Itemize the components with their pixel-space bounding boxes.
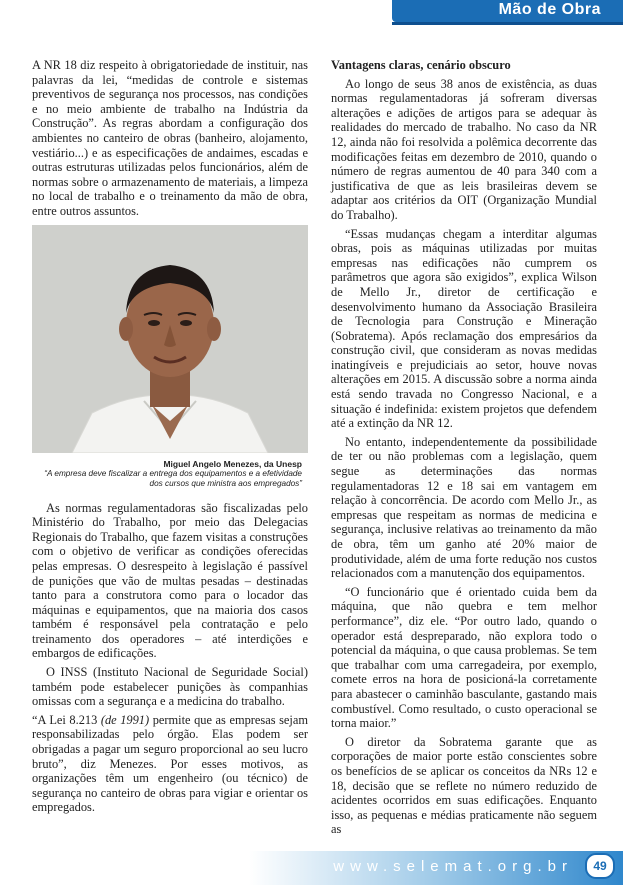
photo-caption-quote: “A empresa deve fiscalizar a entrega dos equipamentos e a efetividade dos cursos que ministra aos empregados” xyxy=(44,468,302,488)
footer-bar xyxy=(0,851,623,885)
portrait-illustration xyxy=(32,225,308,453)
photo-block xyxy=(32,225,308,489)
paragraph: “O funcionário que é orientado cuida bem da máquina, que não quebra e tem melhor performance”, diz ele. “Por outro lado, quando o operador está despreparado, não explora todo o potencial da máquina, o que causa problemas. Se tem que trabalhar com uma carregadeira, por exemplo, comete erros na hora de posicioná-la corretamente para abastecer o caminhão basculante, gastando mais combustível. Como resultado, o custo operacional se torna maior.” xyxy=(331,584,597,731)
section-title: Mão de Obra xyxy=(498,1,601,18)
paragraph: No entanto, independentemente da possibilidade de ter ou não problemas com a legislação, quem segue as determinações das normas regulamentadoras 12 e 18 sai em vantagem em relação à concorrência. De acordo com Mello Jr., as empresas que respeitam as normas de medicina e segurança, inclusive relativas ao treinamento da mão de obra, têm um ganho até 20% maior de produtividade, além de uma forte redução nos custos relacionados com a manutenção dos equipamentos. xyxy=(331,434,597,581)
text-run: permite que as empresas sejam responsabilizadas pelo órgão. Elas podem ser obrigadas a pagar um seguro proporcional ao seu lucro bruto”, diz Menezes. Por esses motivos, as organizações têm um engenheiro (ou técnico) de segurança no canteiro de obras para vigiar e orientar os empregados. xyxy=(32,712,309,815)
paragraph: O INSS (Instituto Nacional de Seguridade Social) também pode estabelecer punições às companhias omissas com a segurança e a medicina do trabalho. xyxy=(32,665,308,709)
portrait-photo xyxy=(32,225,308,453)
paragraph: O diretor da Sobratema garante que as corporações de maior porte estão conscientes sobre os benefícios de se aplicar os conceitos da NRs 12 e 18, decisão que se reflete no número reduzido de acidentes ocorridos em suas edificações. Enquanto isso, as pequenas e médias praticamente não seguem as xyxy=(331,734,597,837)
paragraph: A NR 18 diz respeito à obrigatoriedade de instituir, nas palavras da lei, “medidas de controle e sistemas preventivos de segurança nos processos, nas condições e no meio ambiente de trabalho na Indústria da Construção”. As regras abordam a configuração dos ambientes no canteiro de obras (banheiro, alojamento, vestiário...) e as especificações de andaimes, escadas e outras estruturas utilizadas pelos funcionários, além de normas sobre o armazenamento de materiais, a limpeza no local de trabalho e o treinamento da mão de obra, entre outros assuntos. xyxy=(32,58,308,218)
page-number-badge: 49 xyxy=(585,853,615,879)
paragraph xyxy=(32,713,308,815)
text-run-italic: (de 1991) xyxy=(100,712,150,727)
text-run: “A Lei 8.213 xyxy=(32,712,101,727)
left-column xyxy=(32,58,308,819)
paragraph: Ao longo de seus 38 anos de existência, as duas normas regulamentadoras já sofreram diversas alterações e adições de artigos para se adequar às realidades do mercado de trabalho. No caso da NR 12, ainda não foi resolvida a polêmica decorrente das modificações feitas em dezembro de 2010, quando o número de regras aumentou de 40 para 340 com a justificativa de que as leis brasileiras devem se adaptar aos critérios da OIT (Organização Mundial do Trabalho). xyxy=(331,76,597,222)
footer-url[interactable]: www.selemat.org.br xyxy=(333,858,573,875)
paragraph: “Essas mudanças chegam a interditar algumas obras, pois as máquinas utilizadas por muitas empresas nas edificações não cumprem os parâmetros que agora são exigidos”, explica Wilson de Mello Jr., diretor de certificação e desenvolvimento humano da Associação Brasileira de Tecnologia para Construção e Mineração (Sobratema). Após reclamação dos empresários da construção civil, que consideram as novas medidas inatingíveis e prejudiciais ao setor, houve novas alterações em 2015. A discussão sobre a norma ainda está sendo travada no Congresso Nacional, e a situação é indefinida: existem projetos que defendem até a extinção da NR 12. xyxy=(331,226,597,431)
subheading: Vantagens claras, cenário obscuro xyxy=(331,58,511,72)
right-column xyxy=(331,58,597,841)
paragraph: As normas regulamentadoras são fiscalizadas pelo Ministério do Trabalho, por meio das Delegacias Regionais do Trabalho, que fazem visitas a construções com o objetivo de verificar as condições oferecidas pelas empresas. O desrespeito à legislação é passível de punições que vão de multas pesadas – destinadas tanto para a construtora como para o locador das máquinas e equipamentos, que na maioria dos casos também é responsável pela contratação e pelo treinamento dos operadores – até interdições e embargos de edificações. xyxy=(32,500,308,661)
photo-caption-name: Miguel Angelo Menezes, da Unesp xyxy=(163,458,302,469)
